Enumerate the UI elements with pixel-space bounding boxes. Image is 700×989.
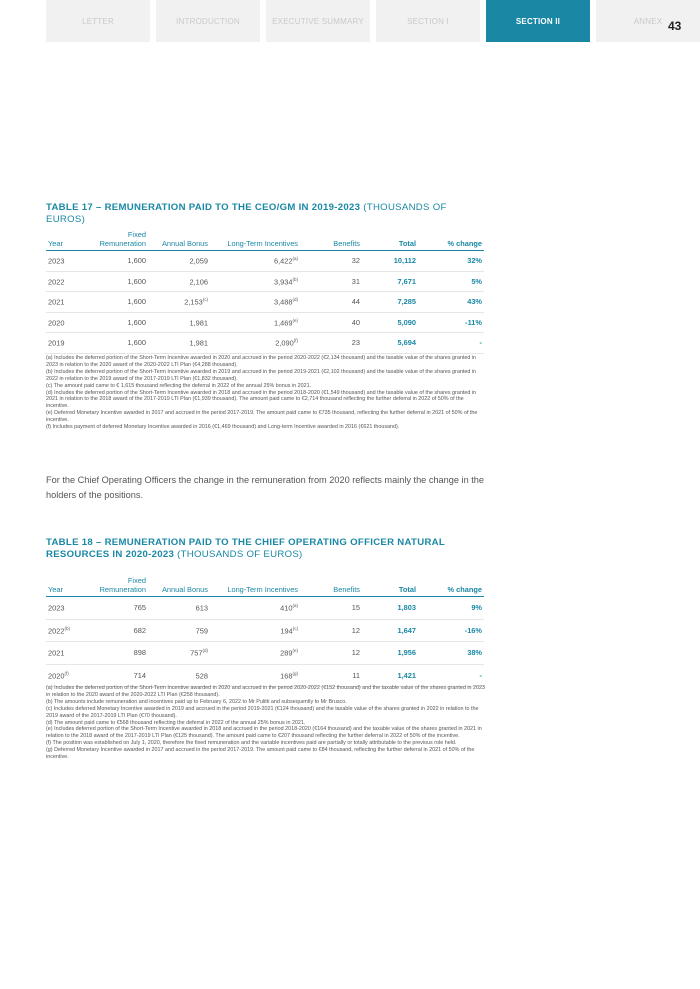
cell-benefits: 44 <box>351 297 360 307</box>
col-header-change: % change <box>418 576 484 597</box>
table-cell <box>210 251 300 272</box>
table-cell <box>418 251 484 272</box>
table-cell <box>418 619 484 642</box>
body-paragraph: For the Chief Operating Officers the change in the remuneration from 2020 reflects mainly the change in the holders of the positions. <box>46 475 485 500</box>
col-header-bonus: Annual Bonus <box>148 230 210 251</box>
cell-total: 1,421 <box>397 670 416 680</box>
cell-year: 2023 <box>48 256 65 266</box>
footnote-ref: (c) <box>202 297 208 303</box>
col-header-lti: Long-Term Incentives <box>210 230 300 251</box>
col-header-year: Year <box>46 576 86 597</box>
table-cell <box>210 664 300 687</box>
table-cell <box>86 271 148 292</box>
table-cell <box>362 664 418 687</box>
col-header-fixed: Fixed Remuneration <box>86 576 148 597</box>
footnote-ref: (b) <box>292 276 298 282</box>
table-cell <box>46 333 86 354</box>
table-cell <box>148 597 210 620</box>
footnote-ref: (a) <box>292 603 298 609</box>
table17-title <box>46 202 486 226</box>
table-row <box>46 312 484 333</box>
cell-total: 5,090 <box>397 317 416 327</box>
cell-lti: 410 <box>280 603 293 613</box>
table18-unit: (THOUSANDS OF EUROS) <box>177 549 303 560</box>
cell-lti: 168 <box>280 670 293 680</box>
cell-lti: 3,488 <box>274 297 293 307</box>
col-header-benefits: Benefits <box>300 230 362 251</box>
table-cell <box>362 619 418 642</box>
cell-fixed: 898 <box>133 648 146 658</box>
col-header-lti: Long-Term Incentives <box>210 576 300 597</box>
footnote-ref: (c) <box>292 625 298 631</box>
table-cell <box>86 642 148 665</box>
cell-bonus: 759 <box>195 625 208 635</box>
footnote-ref: (b) <box>64 625 70 631</box>
table-row <box>46 333 484 354</box>
footnote: (e) Deferred Monetary Incentive awarded in 2017 and accrued in the period 2017-2019. The amount paid came to €735 thousand, reflecting the further deferral in 2021 of 50% of the incentive. <box>46 410 478 424</box>
table-cell <box>362 333 418 354</box>
table-cell <box>86 333 148 354</box>
cell-lti: 3,934 <box>274 276 293 286</box>
table-cell <box>148 251 210 272</box>
cell-benefits: 12 <box>351 648 360 658</box>
cell-change: -16% <box>464 625 482 635</box>
table-cell <box>46 642 86 665</box>
footnote-ref: (g) <box>292 670 298 676</box>
cell-lti: 6,422 <box>274 256 293 266</box>
cell-year: 2019 <box>48 338 65 348</box>
table-cell <box>148 333 210 354</box>
table-cell <box>362 642 418 665</box>
cell-year: 2021 <box>48 297 65 307</box>
cell-fixed: 765 <box>133 603 146 613</box>
section-nav <box>46 0 700 42</box>
footnote: (f) Includes payment of deferred Monetary Incentive awarded in 2016 (€1,469 thousand) and Long-term Incentive awarded in 2016 (€621 thousand). <box>46 424 400 431</box>
cell-change: 38% <box>467 648 482 658</box>
cell-total: 10,112 <box>393 256 416 266</box>
footnote-ref: (d) <box>202 648 208 654</box>
table-cell <box>46 312 86 333</box>
table-cell <box>210 292 300 313</box>
table-cell <box>46 292 86 313</box>
tab-section-i[interactable]: SECTION I <box>376 0 480 42</box>
table-cell <box>148 312 210 333</box>
cell-year: 2022 <box>48 625 65 635</box>
table-cell <box>86 251 148 272</box>
cell-bonus: 2,059 <box>189 256 208 266</box>
cell-total: 1,956 <box>397 648 416 658</box>
table-cell <box>46 251 86 272</box>
table-cell <box>300 292 362 313</box>
table-cell <box>86 664 148 687</box>
cell-change: 43% <box>467 297 482 307</box>
table17-unit: (THOUSANDS OF EUROS) <box>46 202 447 225</box>
col-header-total: Total <box>362 230 418 251</box>
cell-bonus: 1,981 <box>189 338 208 348</box>
table-cell <box>86 312 148 333</box>
footnote-ref: (f) <box>64 670 69 676</box>
table-cell <box>148 619 210 642</box>
cell-change: 9% <box>471 603 482 613</box>
cell-total: 1,803 <box>397 603 416 613</box>
table-cell <box>86 292 148 313</box>
table-row <box>46 292 484 313</box>
table-cell <box>418 292 484 313</box>
table-cell <box>210 642 300 665</box>
footnote-ref: (d) <box>292 297 298 303</box>
table18-title-text: TABLE 18 – REMUNERATION PAID TO THE CHIEF OPERATING OFFICER NATURAL RESOURCES IN 2020-2023 <box>46 537 445 560</box>
table-row <box>46 251 484 272</box>
table-cell <box>300 642 362 665</box>
cell-year: 2022 <box>48 276 65 286</box>
footnote: (c) The amount paid came to € 1,615 thousand reflecting the deferral in 2022 of the annual 25% bonus in 2021. <box>46 382 312 389</box>
table-row <box>46 597 484 620</box>
cell-change: - <box>479 338 482 348</box>
table17-notes <box>46 355 486 431</box>
tab-introduction[interactable]: INTRODUCTION <box>156 0 260 42</box>
table-cell <box>46 664 86 687</box>
table-cell <box>300 619 362 642</box>
cell-change: -11% <box>465 317 482 327</box>
table-cell <box>300 333 362 354</box>
cell-bonus: 1,981 <box>189 317 208 327</box>
table-cell <box>418 597 484 620</box>
table18 <box>46 576 484 687</box>
cell-benefits: 12 <box>351 625 360 635</box>
table-cell <box>418 333 484 354</box>
cell-total: 5,694 <box>397 338 416 348</box>
footnote-ref: (f) <box>293 338 298 344</box>
table-cell <box>46 597 86 620</box>
cell-year: 2020 <box>48 670 65 680</box>
tab-section-ii[interactable]: SECTION II <box>486 0 590 42</box>
cell-lti: 194 <box>280 625 293 635</box>
tab-executive-summary[interactable]: EXECUTIVE SUMMARY <box>266 0 370 42</box>
table-cell <box>86 597 148 620</box>
cell-benefits: 11 <box>352 670 360 680</box>
cell-year: 2023 <box>48 603 65 613</box>
footnote: (e) Includes deferred portion of the Short-Term Incentive awarded in 2018 and accrued in the period 2018-2020 (€164 thousand) and the taxable value of the shares granted in 2021 in relation to the 2018 award of the 2017-2019 LTI Plan (€125 thousand). The amount paid came to €207 thousand reflecting the further deferral in 2022 of 50% of the incentive. <box>46 726 482 740</box>
table-cell <box>210 333 300 354</box>
table-cell <box>148 664 210 687</box>
cell-year: 2020 <box>48 317 65 327</box>
table18-notes <box>46 685 486 761</box>
table-cell <box>86 619 148 642</box>
table-cell <box>362 312 418 333</box>
col-header-benefits: Benefits <box>300 576 362 597</box>
footnote: (c) Includes deferred Monetary Incentive awarded in 2019 and accrued in the period 2019-2021 (€124 thousand) and the taxable value of the shares granted in 2022 in relation to the 2019 award of the 2017-2019 LTI Plan (€70 thousand). <box>46 705 479 719</box>
cell-fixed: 1,600 <box>127 276 146 286</box>
table-cell <box>148 271 210 292</box>
cell-year: 2021 <box>48 648 65 658</box>
table-cell <box>362 292 418 313</box>
table-cell <box>418 312 484 333</box>
cell-benefits: 32 <box>351 256 360 266</box>
table-cell <box>300 664 362 687</box>
table18-title <box>46 537 486 561</box>
cell-fixed: 682 <box>133 625 146 635</box>
cell-fixed: 714 <box>133 670 146 680</box>
cell-benefits: 15 <box>351 603 360 613</box>
cell-fixed: 1,600 <box>127 338 146 348</box>
cell-bonus: 528 <box>195 670 208 680</box>
table-cell <box>148 642 210 665</box>
cell-change: - <box>479 670 482 680</box>
col-header-change: % change <box>418 230 484 251</box>
table-cell <box>210 271 300 292</box>
table-row <box>46 619 484 642</box>
table-cell <box>300 312 362 333</box>
tab-annex[interactable]: ANNEX <box>596 0 700 42</box>
table-row <box>46 664 484 687</box>
cell-lti: 1,469 <box>274 317 293 327</box>
cell-total: 1,647 <box>397 625 416 635</box>
table-cell <box>210 619 300 642</box>
footnote: (g) Deferred Monetary Incentive awarded in 2017 and accrued in the period 2017-2019. The amount paid came to €84 thousand, reflecting the further deferral in 2021 of 50% of the incentive. <box>46 747 475 761</box>
table-cell <box>46 619 86 642</box>
footnote-ref: (e) <box>292 648 298 654</box>
cell-bonus: 2,153 <box>184 297 203 307</box>
col-header-fixed: Fixed Remuneration <box>86 230 148 251</box>
cell-fixed: 1,600 <box>127 297 146 307</box>
cell-total: 7,285 <box>397 297 416 307</box>
table-cell <box>300 251 362 272</box>
cell-bonus: 2,106 <box>189 276 208 286</box>
table-cell <box>418 271 484 292</box>
footnote-ref: (e) <box>292 317 298 323</box>
footnote: (a) Includes the deferred portion of the Short-Term Incentive awarded in 2020 and accrued in the period 2020-2022 (€2,134 thousand) and the taxable value of the shares granted in 2023 in relation to the 2020 award of the 2020-2022 LTI Plan (€4,288 thousand). <box>46 355 477 368</box>
footnote: (f) The position was established on July 1, 2020, therefore the fixed remuneration and the variable incentives paid are partially or totally attributable to the previous role held. <box>46 740 457 747</box>
cell-bonus: 613 <box>195 603 208 613</box>
table-cell <box>210 597 300 620</box>
table-row <box>46 271 484 292</box>
cell-lti: 2,090 <box>275 338 294 348</box>
footnote: (b) The amounts include remuneration and incentives paid up to February 6, 2022 to Mr Pulitti and subsequently to Mr Brusco. <box>46 698 347 705</box>
cell-fixed: 1,600 <box>127 256 146 266</box>
footnote-ref: (a) <box>292 256 298 262</box>
cell-lti: 289 <box>280 648 293 658</box>
table-cell <box>362 251 418 272</box>
table-cell <box>46 271 86 292</box>
table-cell <box>300 271 362 292</box>
cell-change: 5% <box>471 276 482 286</box>
footnote: (d) Includes the deferred portion of the Short-Term Incentive awarded in 2018 and accrued in the period 2018-2020 (€1,549 thousand) and the taxable value of the shares granted in 2021 in relation to the 2018 award of the 2017-2019 LTI Plan (€1,939 thousand). The amount paid came to €2,714 thousand reflecting the further deferral in 2022 of 50% of the incentive. <box>46 389 477 410</box>
cell-bonus: 757 <box>190 648 203 658</box>
footnote: (d) The amount paid came to €568 thousand reflecting the deferral in 2022 of the annual 25% bonus in 2021. <box>46 719 306 726</box>
col-header-total: Total <box>362 576 418 597</box>
cell-benefits: 23 <box>351 338 360 348</box>
cell-change: 32% <box>467 256 482 266</box>
col-header-year: Year <box>46 230 86 251</box>
table-cell <box>418 664 484 687</box>
cell-benefits: 40 <box>351 317 360 327</box>
col-header-bonus: Annual Bonus <box>148 576 210 597</box>
table-row <box>46 642 484 665</box>
table-cell <box>362 271 418 292</box>
footnote: (b) Includes the deferred portion of the Short-Term Incentive awarded in 2019 and accrued in the period 2019-2021 (€2,102 thousand) and the taxable value of the shares granted in 2022 in relation to the 2019 award of the 2017-2019 LTI Plan (€1,832 thousand). <box>46 368 477 382</box>
cell-total: 7,671 <box>397 276 416 286</box>
table17-title-text: TABLE 17 – REMUNERATION PAID TO THE CEO/GM IN 2019-2023 <box>46 202 361 213</box>
table-cell <box>210 312 300 333</box>
cell-fixed: 1,600 <box>127 317 146 327</box>
table-cell <box>300 597 362 620</box>
table-cell <box>148 292 210 313</box>
cell-benefits: 31 <box>351 276 360 286</box>
table-cell <box>362 597 418 620</box>
tab-letter[interactable]: LETTER <box>46 0 150 42</box>
footnote: (a) Includes the deferred portion of the Short-Term Incentive awarded in 2020 and accrued in the period 2020-2022 (€152 thousand) and the taxable value of the shares granted in 2023 in relation to the 2020 award of the 2020-2022 LTI Plan (€258 thousand). <box>46 685 486 698</box>
table17 <box>46 230 484 354</box>
table-cell <box>418 642 484 665</box>
page-number: 43 <box>668 19 682 33</box>
